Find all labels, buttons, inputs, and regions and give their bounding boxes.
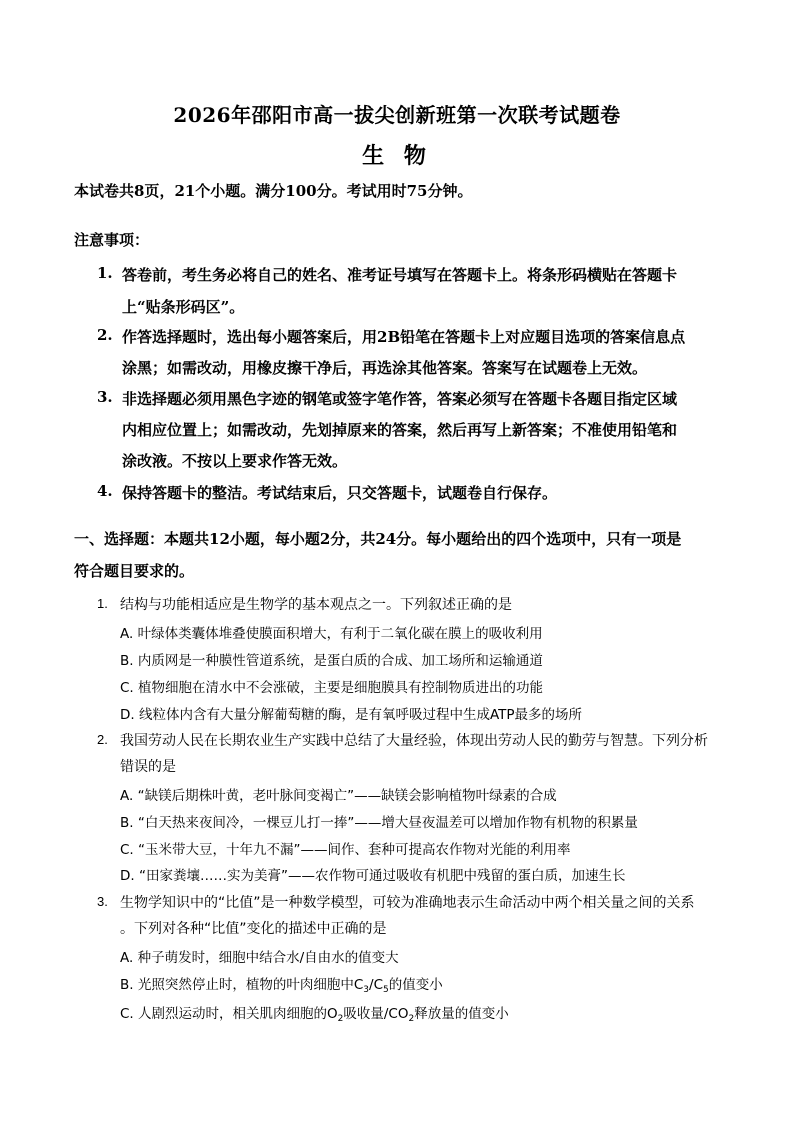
- option-d: D. “田家粪壤……实为美膏”——农作物可通过吸收有机肥中残留的蛋白质，加速生长: [120, 868, 626, 884]
- question-stem: 。下列对各种“比值”变化的描述中正确的是: [120, 921, 387, 937]
- question-stem: 结构与功能相适应是生物学的基本观点之一。下列叙述正确的是: [120, 597, 512, 613]
- question-number: 3.: [97, 894, 108, 909]
- notice-line: 内相应位置上；如需改动，先划掉原来的答案，然后再写上新答案；不准使用铅笔和: [122, 421, 678, 439]
- question-number: 2.: [97, 732, 108, 747]
- option-b: B. “白天热来夜间冷，一棵豆儿打一捧”——增大昼夜温差可以增加作物有机物的积累量: [120, 815, 638, 831]
- option-c: C. 植物细胞在清水中不会涨破，主要是细胞膜具有控制物质进出的功能: [120, 680, 544, 696]
- option-a: A. “缺镁后期株叶黄，老叶脉间变褐亡”——缺镁会影响植物叶绿素的合成: [120, 788, 557, 804]
- notice-line: 非选择题必须用黑色字迹的钢笔或签字笔作答，答案必须写在答题卡各题目指定区域: [122, 390, 678, 408]
- question-stem: 错误的是: [120, 759, 176, 775]
- option-c: C. “玉米带大豆，十年九不漏”——间作、套种可提高农作物对光能的利用率: [120, 842, 571, 858]
- section-heading: 一、选择题：本题共12小题，每小题2分，共24分。每小题给出的四个选项中，只有一项是: [74, 530, 682, 548]
- section-heading: 符合题目要求的。: [74, 562, 195, 580]
- subject-title: 生 物: [362, 143, 432, 169]
- notice-line: 作答选择题时，选出每小题答案后，用2B铅笔在答题卡上对应题目选项的答案信息点: [122, 328, 686, 346]
- option-b: B. 内质网是一种膜性管道系统，是蛋白质的合成、加工场所和运输通道: [120, 653, 543, 669]
- notice-heading: 注意事项：: [74, 231, 150, 249]
- question-stem: 我国劳动人民在长期农业生产实践中总结了大量经验，体现出劳动人民的勤劳与智慧。下列分析: [120, 733, 708, 749]
- exam-intro: 本试卷共8页，21个小题。满分100分。考试用时75分钟。: [74, 182, 473, 200]
- option-b: B. 光照突然停止时，植物的叶肉细胞中$C_3/C_5$的值变小: [120, 977, 443, 995]
- notice-line: 上“贴条形码区”。: [122, 298, 245, 316]
- option-d: D. 线粒体内含有大量分解葡萄糖的酶，是有氧呼吸过程中生成ATP最多的场所: [120, 707, 583, 723]
- notice-number: 2.: [97, 326, 113, 344]
- notice-number: 1.: [97, 264, 113, 282]
- question-number: 1.: [97, 596, 108, 611]
- notice-number: 3.: [97, 388, 113, 406]
- option-c: C. 人剧烈运动时，相关肌肉细胞的$O_2$吸收量$/CO_2$释放量的值变小: [120, 1006, 509, 1024]
- question-stem: 生物学知识中的“比值”是一种数学模型，可较为准确地表示生命活动中两个相关量之间的关系: [120, 895, 695, 911]
- option-a: A. 叶绿体类囊体堆叠使膜面积增大，有利于二氧化碳在膜上的吸收利用: [120, 626, 543, 642]
- notice-line: 答卷前，考生务必将自己的姓名、准考证号填写在答题卡上。将条形码横贴在答题卡: [122, 266, 678, 284]
- notice-line: 涂改液。不按以上要求作答无效。: [122, 452, 348, 470]
- notice-number: 4.: [97, 482, 113, 500]
- notice-line: 保持答题卡的整洁。考试结束后，只交答题卡，试题卷自行保存。: [122, 484, 558, 502]
- notice-line: 涂黑；如需改动，用橡皮擦干净后，再选涂其他答案。答案写在试题卷上无效。: [122, 359, 648, 377]
- page-title: 2026年邵阳市高一拔尖创新班第一次联考试题卷: [173, 103, 621, 127]
- option-a: A. 种子萌发时，细胞中结合水/自由水的值变大: [120, 950, 399, 966]
